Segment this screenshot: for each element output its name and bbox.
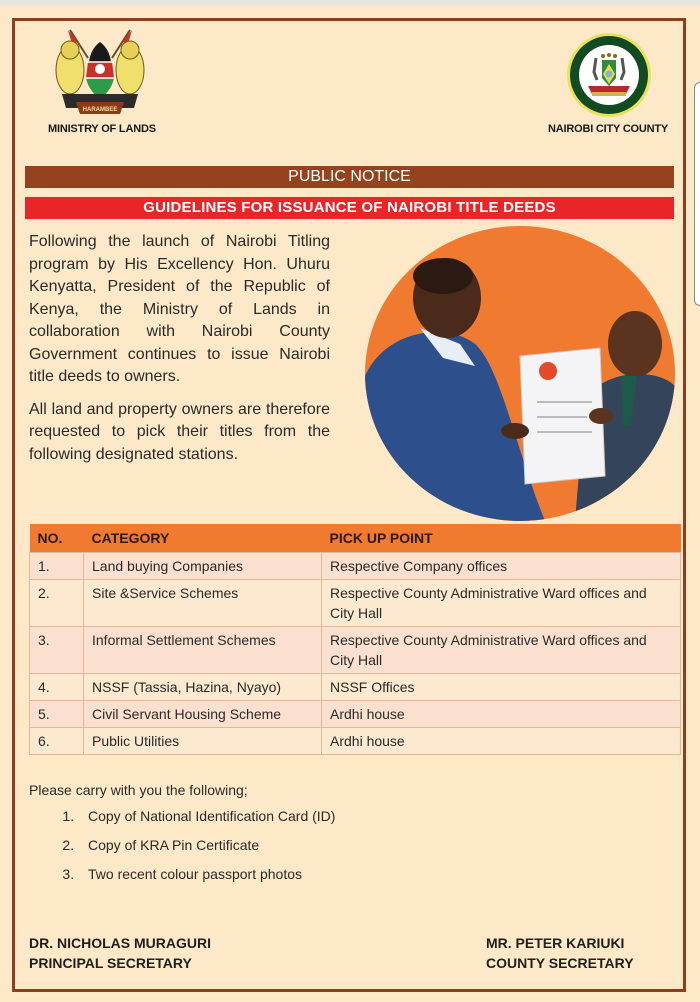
nairobi-city-county-label: NAIROBI CITY COUNTY xyxy=(548,123,669,135)
table-row xyxy=(30,728,681,755)
side-panel-edge xyxy=(694,82,700,306)
table-row xyxy=(30,627,681,674)
nairobi-city-county-seal-icon xyxy=(566,32,652,118)
row-category: Site &Service Schemes xyxy=(84,580,322,627)
requirements-heading: Please carry with you the following; xyxy=(29,782,248,798)
signatory-right-name: MR. PETER KARIUKI xyxy=(486,935,625,951)
signatory-left xyxy=(29,933,211,973)
row-category: Civil Servant Housing Scheme xyxy=(84,701,322,728)
requirements-section xyxy=(29,782,335,893)
signatory-left-title: PRINCIPAL SECRETARY xyxy=(29,955,192,971)
ministry-of-lands-label: MINISTRY OF LANDS xyxy=(48,123,156,135)
row-category: NSSF (Tassia, Hazina, Nyayo) xyxy=(84,674,322,701)
row-category: Informal Settlement Schemes xyxy=(84,627,322,674)
row-pickup-point: Respective County Administrative Ward offices and City Hall xyxy=(322,627,681,674)
requirement-item: 3. Two recent colour passport photos xyxy=(78,864,335,884)
signatory-right-title: COUNTY SECRETARY xyxy=(486,955,634,971)
pickup-points-table xyxy=(29,524,681,755)
requirements-list xyxy=(29,806,335,884)
top-strip xyxy=(0,0,700,6)
table-row xyxy=(30,701,681,728)
row-pickup-point: Respective Company offices xyxy=(322,553,681,580)
row-category: Land buying Companies xyxy=(84,553,322,580)
table-header-row xyxy=(30,524,681,553)
table-row xyxy=(30,674,681,701)
row-pickup-point: Ardhi house xyxy=(322,701,681,728)
photo-orange-circle xyxy=(365,226,675,521)
row-number: 1. xyxy=(30,553,84,580)
row-pickup-point: Respective County Administrative Ward offices and City Hall xyxy=(322,580,681,627)
signatory-left-name: DR. NICHOLAS MURAGURI xyxy=(29,935,211,951)
requirement-item: 2. Copy of KRA Pin Certificate xyxy=(78,835,335,855)
row-number: 3. xyxy=(30,627,84,674)
column-header-no: NO. xyxy=(30,524,84,553)
requirement-item: 1. Copy of National Identification Card (ID) xyxy=(78,806,335,826)
guidelines-title-banner: GUIDELINES FOR ISSUANCE OF NAIROBI TITLE DEEDS xyxy=(25,197,674,219)
kenya-coat-of-arms-icon xyxy=(48,28,152,120)
table-row xyxy=(30,580,681,627)
row-number: 4. xyxy=(30,674,84,701)
public-notice-banner: PUBLIC NOTICE xyxy=(25,166,674,188)
row-number: 6. xyxy=(30,728,84,755)
row-number: 5. xyxy=(30,701,84,728)
row-number: 2. xyxy=(30,580,84,627)
intro-paragraph-1: Following the launch of Nairobi Titling program by His Excellency Hon. Uhuru Kenyatta, President of the Republic of Kenya, the Ministry of Lands in collaboration with Nairobi County Government continues to issue Nairobi title deeds to owners. xyxy=(29,233,330,385)
column-header-pickup: PICK UP POINT xyxy=(322,524,681,553)
table-row xyxy=(30,553,681,580)
signatory-right xyxy=(486,933,634,973)
row-category: Public Utilities xyxy=(84,728,322,755)
row-pickup-point: NSSF Offices xyxy=(322,674,681,701)
svg-text:HARAMBEE: HARAMBEE xyxy=(82,107,118,113)
officials-photo xyxy=(365,226,675,521)
officials-holding-deed-image-icon xyxy=(365,226,675,521)
intro-text xyxy=(29,231,330,476)
column-header-category: CATEGORY xyxy=(84,524,322,553)
row-pickup-point: Ardhi house xyxy=(322,728,681,755)
intro-paragraph-2: All land and property owners are therefore requested to pick their titles from the following designated stations. xyxy=(29,400,330,463)
